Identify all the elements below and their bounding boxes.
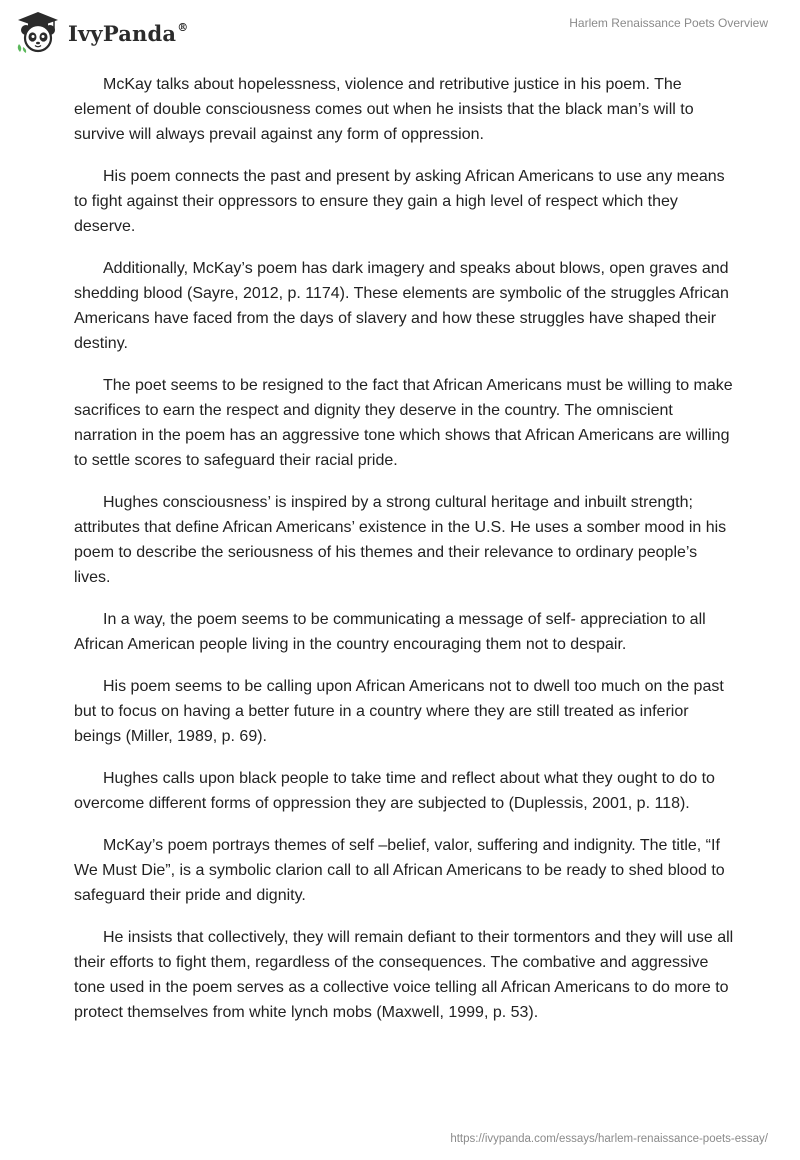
paragraph: McKay’s poem portrays themes of self –belief, valor, suffering and indignity. The title, “If We Must Die”, is a symbolic clarion call to all African Americans to be ready to shed blood to safeguard their pride and dignity. [74, 837, 725, 904]
paragraph: In a way, the poem seems to be communicating a message of self- appreciation to all African American people living in the country encouraging them not to despair. [74, 611, 706, 653]
registered-mark: ® [177, 20, 189, 34]
panda-graduate-icon [14, 10, 62, 54]
essay-body [74, 72, 734, 1042]
ivypanda-logo[interactable] [14, 10, 188, 54]
paragraph: Hughes calls upon black people to take time and reflect about what they ought to do to overcome different forms of oppression they are subjected to (Duplessis, 2001, p. 118). [74, 770, 715, 812]
paragraph: The poet seems to be resigned to the fact that African Americans must be willing to make sacrifices to earn the respect and dignity they deserve in the country. The omniscient narration in the poem has an aggressive tone which shows that African Americans are willing to settle scores to safeguard their racial pride. [74, 377, 733, 469]
source-url-link[interactable]: https://ivypanda.com/essays/harlem-renaissance-poets-essay/ [450, 1133, 768, 1145]
paragraph: He insists that collectively, they will remain defiant to their tormentors and they will use all their efforts to fight them, regardless of the consequences. The combative and aggressive tone used in the poem serves as a collective voice telling all African Americans to do more to protect themselves from white lynch mobs (Maxwell, 1999, p. 53). [74, 929, 734, 1021]
document-title: Harlem Renaissance Poets Overview [569, 16, 768, 30]
paragraph: McKay talks about hopelessness, violence and retributive justice in his poem. The element of double consciousness comes out when he insists that the black man’s will to survive will always prevail against any form of oppression. [74, 76, 694, 143]
paragraph: His poem connects the past and present by asking African Americans to use any means to fight against their oppressors to ensure they gain a high level of respect which they deserve. [74, 168, 725, 235]
paragraph: His poem seems to be calling upon African Americans not to dwell too much on the past but to focus on having a better future in a country where they are still treated as inferior beings (Miller, 1989, p. 69). [74, 678, 724, 745]
page-header [0, 0, 800, 62]
paragraph: Hughes consciousness’ is inspired by a strong cultural heritage and inbuilt strength; attributes that define African Americans’ existence in the U.S. He uses a somber mood in his poem to describe the seriousness of his themes and their relevance to ordinary people’s lives. [74, 494, 727, 586]
logo-text: IvyPanda® [68, 20, 189, 46]
paragraph: Additionally, McKay’s poem has dark imagery and speaks about blows, open graves and shedding blood (Sayre, 2012, p. 1174). These elements are symbolic of the struggles African Americans have faced from the days of slavery and how these struggles have shaped their destiny. [74, 260, 729, 352]
